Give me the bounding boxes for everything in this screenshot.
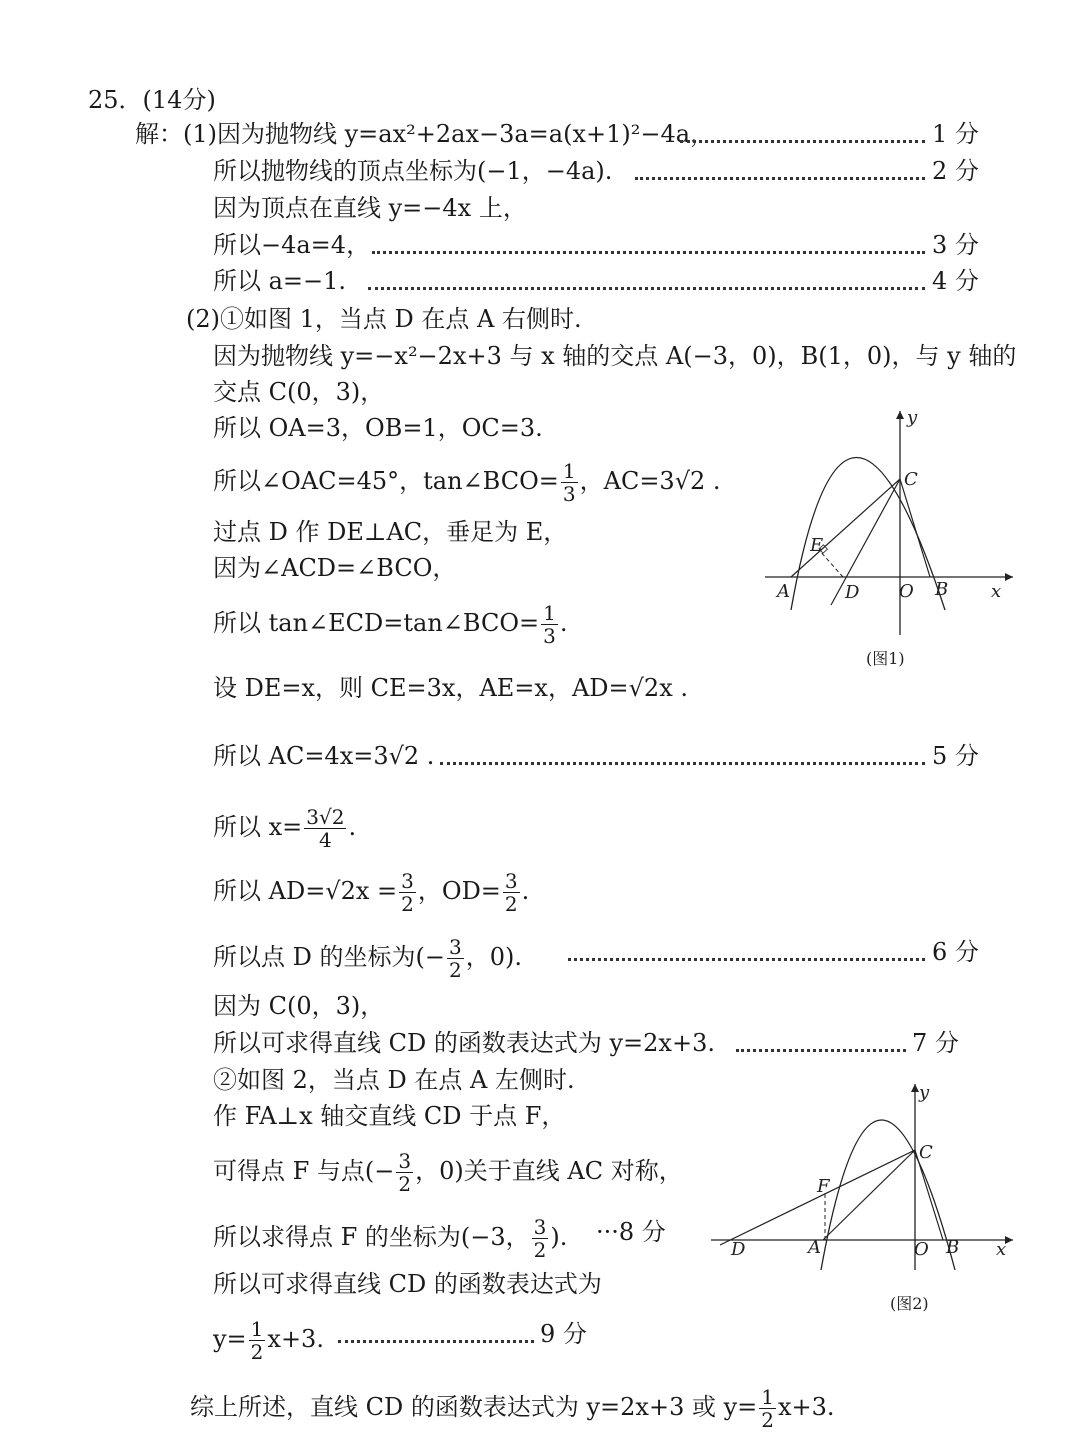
part2-line16: ②如图 2，当点 D 在点 A 左侧时. [213,1066,575,1094]
part2-line19 [213,1216,567,1261]
part2-line7: 因为∠ACD=∠BCO， [213,554,457,582]
numerator: 3√2 [306,805,345,829]
numerator: 1 [761,1385,775,1409]
fraction [304,806,346,851]
text: x+3. [267,1325,324,1353]
leader-dots [736,1049,906,1052]
y-axis-arrow-icon [911,1084,919,1092]
part2-line5 [213,460,721,505]
y-axis-arrow-icon [896,411,904,419]
part2-line10: 所以 AC=4x=3√2 . [213,742,435,770]
denominator: 3 [562,482,576,506]
part2-line13 [213,936,522,981]
part1-line5: 所以 a=−1. [213,267,347,295]
part2-line3: 交点 C(0，3)， [213,378,385,406]
problem-number: 25．(14分) [88,86,216,114]
text: 所以∠OAC=45°，tan∠BCO= [213,467,559,495]
text: 所以 tan∠ECD=tan∠BCO= [213,609,540,637]
text: x+3. [778,1393,835,1421]
numerator: 3 [401,869,414,893]
figure-2-caption: (图2) [890,1294,929,1313]
text: . [521,877,530,905]
denominator: 2 [398,1172,412,1196]
part2-line2: 因为抛物线 y=−x²−2x+3 与 x 轴的交点 A(−3，0)，B(1，0)，与 y 轴的 [213,342,1017,370]
x-axis-arrow-icon [1005,1236,1013,1244]
score-3: 3 分 [932,231,979,259]
fraction [561,460,578,505]
leader-dots [635,177,925,180]
part2-line17: 作 FA⊥x 轴交直线 CD 于点 F， [213,1102,566,1130]
parabola [791,458,945,611]
numerator: 3 [448,935,462,959]
leader-dots [440,762,925,765]
label-D: D [845,582,860,603]
text: . [348,813,357,841]
score-6: 6 分 [932,938,979,966]
denominator: 2 [761,1408,775,1432]
text: 综上所述，直线 CD 的函数表达式为 y=2x+3 或 y= [190,1393,758,1421]
label-C: C [919,1142,933,1163]
conclusion-line [190,1386,835,1431]
score-8: ···8 分 [596,1218,666,1246]
leader-dots [372,251,925,254]
fraction [503,870,520,915]
parabola [821,1120,955,1270]
denominator: 2 [533,1238,547,1262]
leader-dots [680,140,925,143]
fraction [759,1386,776,1431]
text: . [559,609,568,637]
segment-BC [900,479,930,577]
text: ，AC=3√2 . [579,467,721,495]
part1-line2: 所以抛物线的顶点坐标为(−1，−4a). [213,157,613,185]
label-E: E [810,535,824,556]
text: 所以 AD=√2x = [213,877,398,905]
figure-1-caption: (图1) [866,649,905,668]
label-x: x [991,581,1002,602]
figure-1 [755,405,1025,675]
label-B: B [935,579,949,600]
text: ，0)关于直线 AC 对称， [415,1157,683,1185]
figure-2 [705,1080,1025,1320]
denominator: 2 [448,958,462,982]
part2-line4: 所以 OA=3，OB=1，OC=3. [213,414,543,442]
score-1: 1 分 [932,120,979,148]
segment-AC [791,479,900,577]
label-B: B [946,1237,960,1258]
score-4: 4 分 [932,267,979,295]
score-5: 5 分 [932,742,979,770]
label-D: D [731,1239,746,1260]
part2-line6: 过点 D 作 DE⊥AC，垂足为 E， [213,518,568,546]
label-F: F [817,1176,830,1197]
part1-line4: 所以−4a=4， [213,231,371,259]
part1-line3: 因为顶点在直线 y=−4x 上， [213,194,527,222]
part2-line12 [213,870,529,915]
text: ). [550,1223,568,1251]
denominator: 2 [250,1340,264,1364]
leader-dots [568,958,925,961]
text: 所以 x= [213,813,303,841]
fraction [249,1318,266,1363]
line-DC [720,1150,915,1245]
numerator: 1 [250,1317,264,1341]
numerator: 1 [543,601,556,625]
label-y: y [907,407,918,428]
part2-line20: 所以可求得直线 CD 的函数表达式为 [213,1270,602,1298]
label-y: y [919,1082,930,1103]
leader-dots [368,287,925,290]
text: 所以求得点 F 的坐标为(−3， [213,1223,530,1251]
label-O: O [899,581,914,602]
part2-line9: 设 DE=x，则 CE=3x，AE=x，AD=√2x . [213,674,688,702]
label-x: x [996,1239,1007,1260]
fraction [541,602,558,647]
part2-line18 [213,1150,683,1195]
part2-line11 [213,806,356,851]
label-A: A [777,581,790,602]
denominator: 2 [504,892,518,916]
fraction [532,1216,549,1261]
x-axis-arrow-icon [1005,573,1013,581]
numerator: 3 [504,869,518,893]
numerator: 3 [533,1215,547,1239]
label-O: O [914,1239,929,1260]
numerator: 3 [398,1149,412,1173]
score-9: 9 分 [540,1320,587,1348]
part2-line14: 因为 C(0，3)， [213,992,385,1020]
segment-BC [915,1150,943,1240]
fraction [396,1150,413,1195]
text: ，0). [465,943,522,971]
denominator: 2 [401,892,414,916]
score-7: 7 分 [912,1029,959,1057]
text: 所以点 D 的坐标为(− [213,943,445,971]
label-A: A [808,1237,821,1258]
label-C: C [904,469,918,490]
score-2: 2 分 [932,157,979,185]
part2-line15: 所以可求得直线 CD 的函数表达式为 y=2x+3. [213,1029,715,1057]
denominator: 3 [543,624,556,648]
leader-dots [338,1340,534,1343]
part2-line8 [213,602,568,647]
text: y= [213,1325,247,1353]
denominator: 4 [319,828,332,852]
text: ，OD= [417,877,501,905]
part2-line21 [213,1318,324,1363]
text: 可得点 F 与点(− [213,1157,395,1185]
numerator: 1 [562,459,576,483]
fraction [447,936,464,981]
part2-line1: (2)①如图 1，当点 D 在点 A 右侧时. [186,305,582,333]
segment-DC [831,479,900,605]
fraction [399,870,416,915]
part1-line1: 解：(1)因为抛物线 y=ax²+2ax−3a=a(x+1)²−4a， [135,120,715,148]
